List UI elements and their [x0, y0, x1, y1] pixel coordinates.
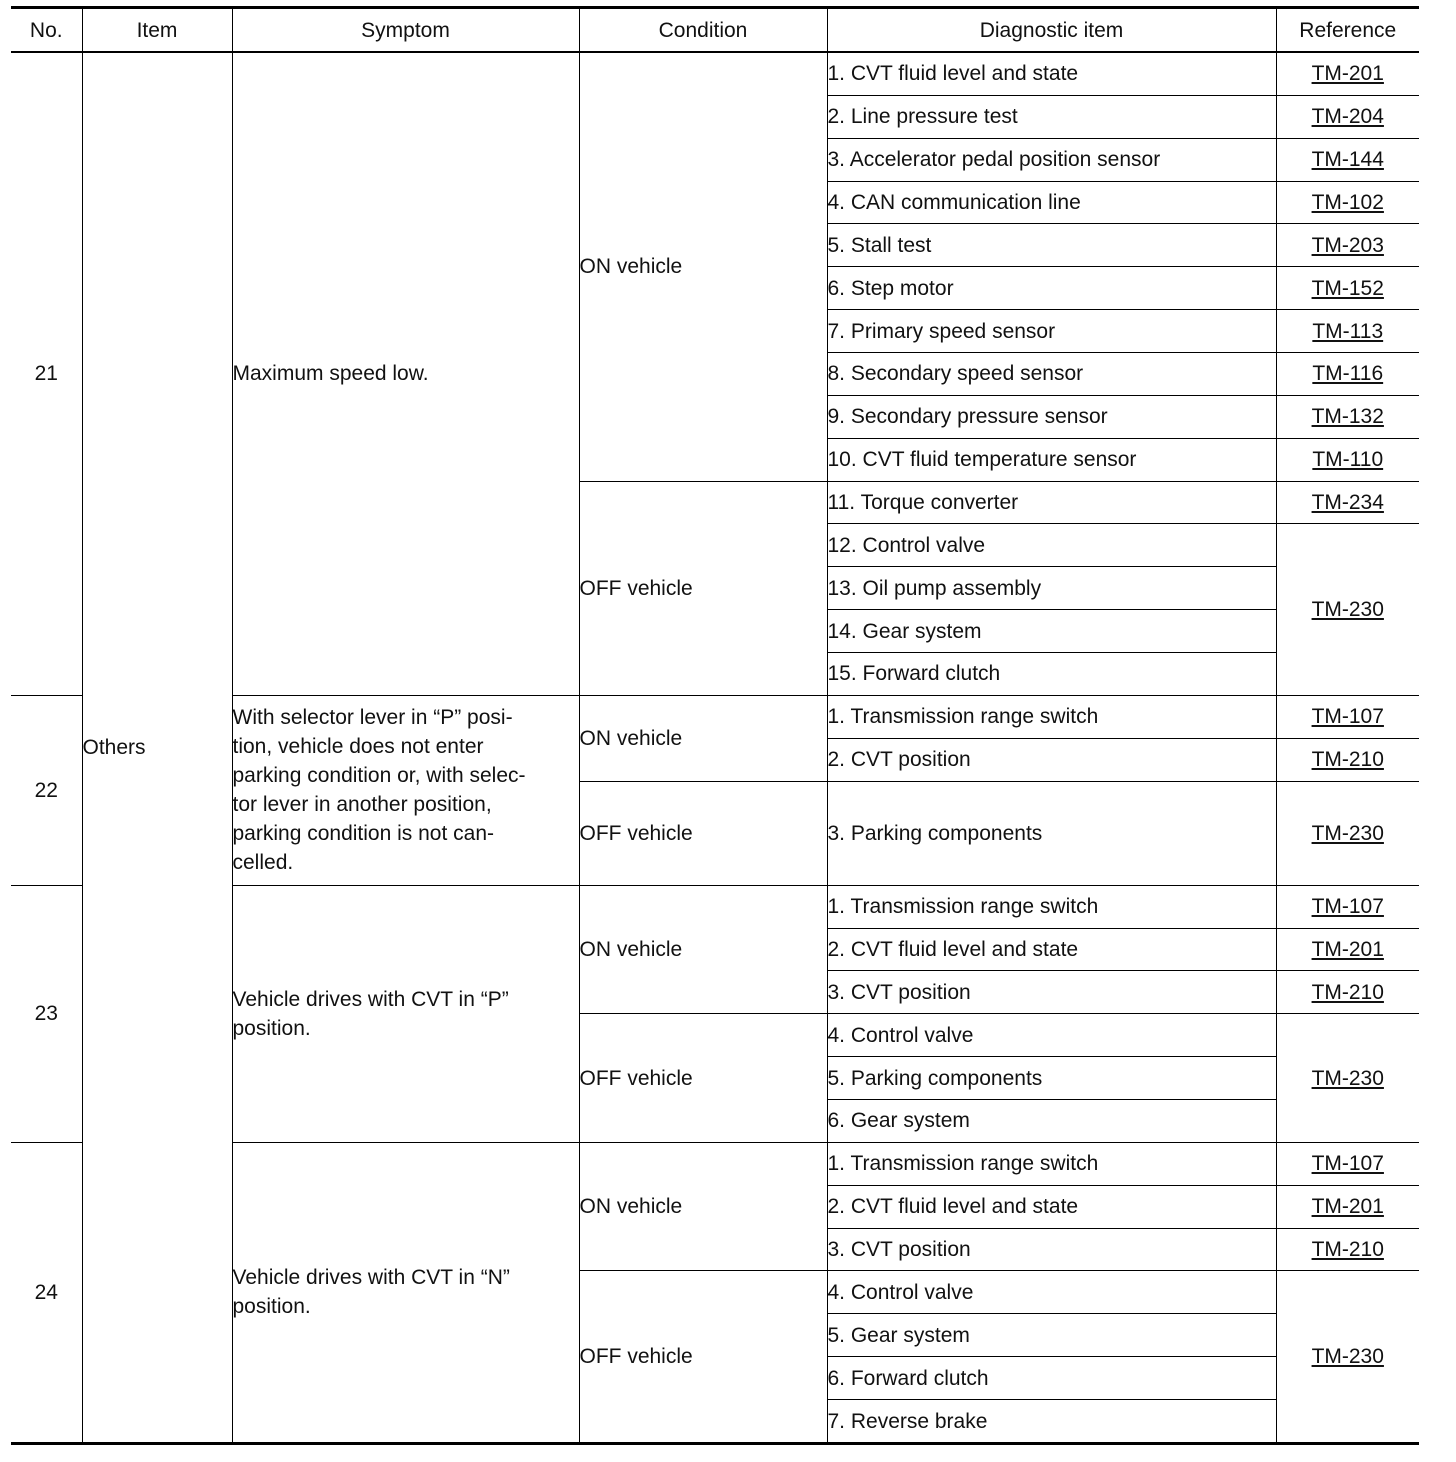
- table-body: [11, 52, 1419, 1444]
- reference-cell: [1276, 95, 1419, 138]
- diagnostic-item-cell: 13. Oil pump assembly: [827, 567, 1276, 610]
- reference-cell: [1276, 1228, 1419, 1271]
- condition-cell: OFF vehicle: [579, 481, 827, 695]
- condition-cell: ON vehicle: [579, 1142, 827, 1271]
- condition-cell: ON vehicle: [579, 695, 827, 781]
- diagnostic-item-cell: 7. Reverse brake: [827, 1400, 1276, 1444]
- reference-cell: [1276, 138, 1419, 181]
- condition-cell: OFF vehicle: [579, 781, 827, 885]
- symptom-text: With selector lever in “P” posi- tion, vehicle does not enter parking condition or, with selec- tor lever in another position, parking condition is not can- celled.: [232, 706, 526, 875]
- diagnostic-item-cell: 2. Line pressure test: [827, 95, 1276, 138]
- reference-cell: [1276, 781, 1419, 885]
- reference-link[interactable]: TM-203: [1311, 233, 1384, 257]
- reference-link[interactable]: TM-152: [1311, 276, 1384, 300]
- reference-link[interactable]: TM-132: [1311, 405, 1384, 429]
- diagnostic-item-cell: 11. Torque converter: [827, 481, 1276, 524]
- diagnostic-item-cell: 10. CVT fluid temperature sensor: [827, 438, 1276, 481]
- reference-link[interactable]: TM-144: [1311, 148, 1384, 172]
- diagnostic-item-cell: 1. Transmission range switch: [827, 695, 1276, 738]
- reference-link[interactable]: TM-210: [1311, 748, 1384, 772]
- diagnostic-item-cell: 8. Secondary speed sensor: [827, 353, 1276, 396]
- diagnostic-item-cell: 6. Step motor: [827, 267, 1276, 310]
- no-cell: 24: [11, 1142, 82, 1443]
- reference-cell: [1276, 353, 1419, 396]
- reference-cell: [1276, 438, 1419, 481]
- reference-link[interactable]: TM-107: [1311, 1152, 1384, 1176]
- diagnostic-item-cell: 4. CAN communication line: [827, 181, 1276, 224]
- symptom-cell: [232, 52, 579, 695]
- diagnostic-item-cell: 1. Transmission range switch: [827, 885, 1276, 928]
- reference-link[interactable]: TM-201: [1311, 1195, 1384, 1219]
- condition-cell: ON vehicle: [579, 885, 827, 1014]
- diagnostic-item-cell: 1. CVT fluid level and state: [827, 52, 1276, 95]
- header-condition: Condition: [579, 8, 827, 53]
- header-diagnostic-item: Diagnostic item: [827, 8, 1276, 53]
- symptom-cell: [232, 695, 579, 885]
- header-item: Item: [82, 8, 232, 53]
- reference-link[interactable]: TM-210: [1311, 1238, 1384, 1261]
- reference-cell: [1276, 310, 1419, 353]
- header-reference: Reference: [1276, 8, 1419, 53]
- reference-link[interactable]: TM-107: [1311, 705, 1384, 729]
- reference-cell: [1276, 971, 1419, 1014]
- diagnostic-item-cell: 5. Stall test: [827, 224, 1276, 267]
- reference-link[interactable]: TM-201: [1311, 62, 1384, 86]
- reference-cell: [1276, 52, 1419, 95]
- reference-cell: [1276, 1185, 1419, 1228]
- no-cell: 22: [11, 695, 82, 885]
- reference-cell: [1276, 1014, 1419, 1143]
- header-no: No.: [11, 8, 82, 53]
- no-cell: 23: [11, 885, 82, 1142]
- symptom-cell: [232, 1142, 579, 1443]
- diagnostic-item-cell: 12. Control valve: [827, 524, 1276, 567]
- reference-cell: [1276, 1142, 1419, 1185]
- reference-cell: [1276, 224, 1419, 267]
- diagnostic-item-cell: 2. CVT position: [827, 738, 1276, 781]
- condition-cell: ON vehicle: [579, 52, 827, 481]
- diagnostic-item-cell: 5. Parking components: [827, 1057, 1276, 1100]
- reference-cell: [1276, 928, 1419, 971]
- reference-link[interactable]: TM-234: [1311, 491, 1384, 515]
- condition-cell: OFF vehicle: [579, 1271, 827, 1444]
- reference-link[interactable]: TM-102: [1311, 191, 1384, 214]
- reference-link[interactable]: TM-230: [1311, 821, 1384, 845]
- reference-link[interactable]: TM-201: [1311, 937, 1384, 961]
- diagnostic-item-cell: 4. Control valve: [827, 1271, 1276, 1314]
- reference-link[interactable]: TM-230: [1311, 598, 1384, 622]
- symptom-cell: [232, 885, 579, 1142]
- symptom-text: Vehicle drives with CVT in “N” position.: [232, 1266, 510, 1319]
- diagnosis-table: [11, 6, 1419, 1445]
- reference-link[interactable]: TM-107: [1311, 895, 1384, 919]
- diagnostic-item-cell: 15. Forward clutch: [827, 653, 1276, 696]
- table-row: [11, 52, 1419, 95]
- diagnostic-item-cell: 2. CVT fluid level and state: [827, 928, 1276, 971]
- diagnostic-item-cell: 2. CVT fluid level and state: [827, 1185, 1276, 1228]
- reference-link[interactable]: TM-110: [1312, 448, 1384, 472]
- symptom-text: Maximum speed low.: [232, 362, 429, 386]
- no-cell: 21: [11, 52, 82, 695]
- reference-link[interactable]: TM-204: [1311, 105, 1384, 129]
- diagnostic-item-cell: 1. Transmission range switch: [827, 1142, 1276, 1185]
- reference-link[interactable]: TM-230: [1311, 1345, 1384, 1369]
- reference-cell: [1276, 181, 1419, 224]
- reference-link[interactable]: TM-230: [1311, 1066, 1384, 1090]
- diagnostic-item-cell: 6. Gear system: [827, 1100, 1276, 1143]
- reference-cell: [1276, 885, 1419, 928]
- diagnostic-item-cell: 14. Gear system: [827, 610, 1276, 653]
- reference-cell: [1276, 524, 1419, 695]
- diagnostic-item-cell: 6. Forward clutch: [827, 1357, 1276, 1400]
- header-row: [11, 8, 1419, 53]
- reference-cell: [1276, 738, 1419, 781]
- diagnostic-item-cell: 5. Gear system: [827, 1314, 1276, 1357]
- item-cell: Others: [82, 52, 232, 1444]
- condition-cell: OFF vehicle: [579, 1014, 827, 1143]
- diagnostic-item-cell: 3. Parking components: [827, 781, 1276, 885]
- reference-link[interactable]: TM-210: [1311, 980, 1384, 1004]
- reference-link[interactable]: TM-116: [1312, 362, 1384, 386]
- diagnostic-item-cell: 9. Secondary pressure sensor: [827, 395, 1276, 438]
- reference-cell: [1276, 1271, 1419, 1444]
- diagnostic-item-cell: 7. Primary speed sensor: [827, 310, 1276, 353]
- diagnostic-item-cell: 3. CVT position: [827, 1228, 1276, 1271]
- symptom-text: Vehicle drives with CVT in “P” position.: [232, 987, 509, 1040]
- reference-link[interactable]: TM-113: [1312, 319, 1384, 343]
- header-symptom: Symptom: [232, 8, 579, 53]
- diagnostic-item-cell: 3. CVT position: [827, 971, 1276, 1014]
- diagnostic-item-cell: 3. Accelerator pedal position sensor: [827, 138, 1276, 181]
- reference-cell: [1276, 481, 1419, 524]
- diagnostic-item-cell: 4. Control valve: [827, 1014, 1276, 1057]
- reference-cell: [1276, 267, 1419, 310]
- reference-cell: [1276, 395, 1419, 438]
- reference-cell: [1276, 695, 1419, 738]
